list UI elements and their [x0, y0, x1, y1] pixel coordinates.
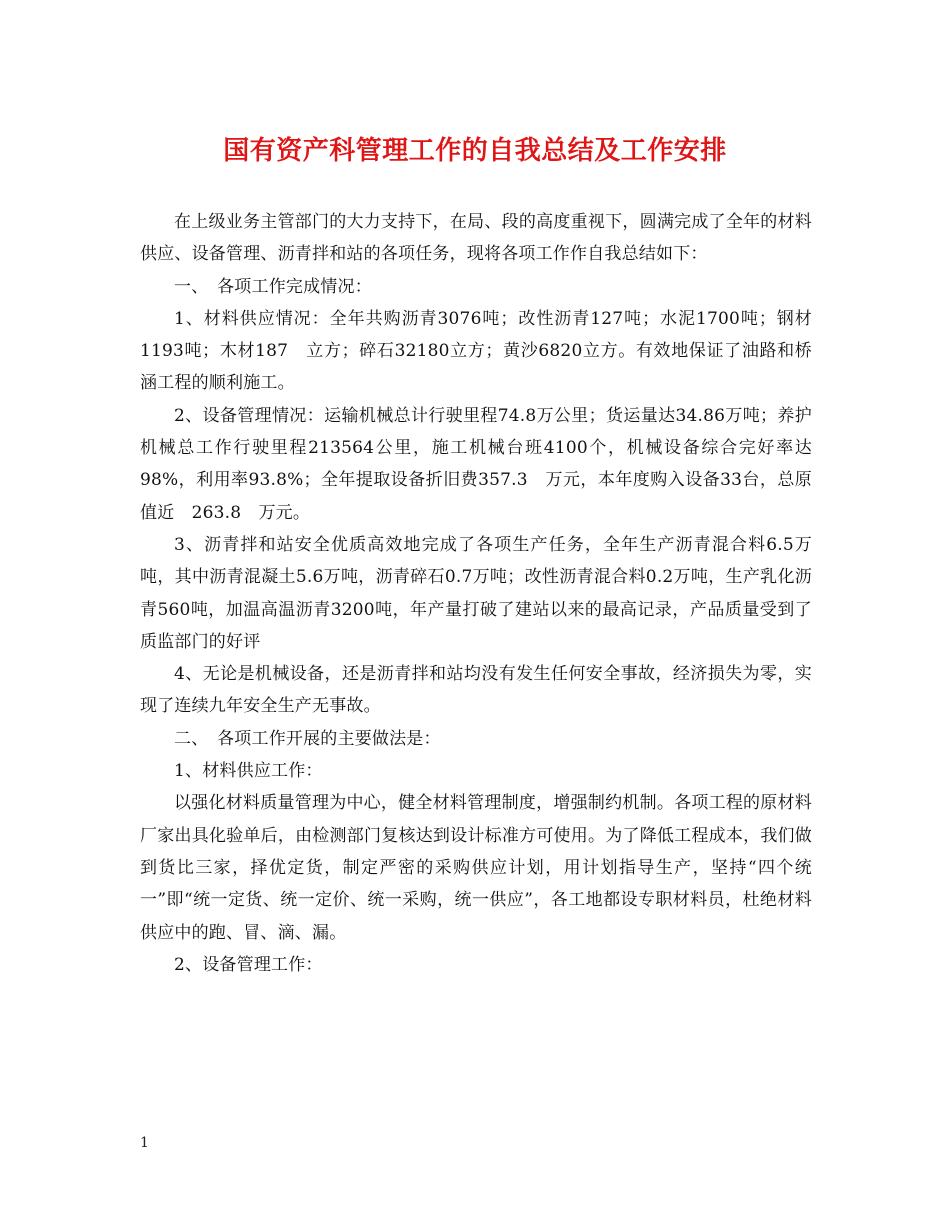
document-body	[140, 206, 812, 981]
material-practice-paragraph: 以强化材料质量管理为中心，健全材料管理制度，增强制约机制。各项工程的原材料厂家出具化验单后，由检测部门复核达到设计标准方可使用。为了降低工程成本，我们做到货比三家，择优定货，制定严密的采购供应计划，用计划指导生产，坚持“四个统一”即“统一定货、统一定价、统一采购，统一供应”，各工地都设专职材料员，杜绝材料供应中的跑、冒、滴、漏。	[140, 793, 812, 943]
page-title: 国有资产科管理工作的自我总结及工作安排	[223, 136, 727, 166]
section-heading-1: 一、 各项工作完成情况：	[174, 276, 372, 297]
intro-paragraph: 在上级业务主管部门的大力支持下，在局、段的高度重视下，圆满完成了全年的材料供应、设备管理、沥青拌和站的各项任务，现将各项工作作自我总结如下：	[140, 212, 812, 265]
asphalt-station-paragraph: 3、沥青拌和站安全优质高效地完成了各项生产任务，全年生产沥青混合料6.5万吨，其中沥青混凝土5.6万吨，沥青碎石0.7万吨；改性沥青混合料0.2万吨，生产乳化沥青560吨，加温高温沥青3200吨，年产量打破了建站以来的最高记录，产品质量受到了质监部门的好评	[140, 534, 812, 652]
subheading-material-supply: 1、材料供应工作：	[174, 761, 323, 782]
page-number: 1	[140, 1135, 149, 1151]
safety-paragraph: 4、无论是机械设备，还是沥青拌和站均没有发生任何安全事故，经济损失为零，实现了连续九年安全生产无事故。	[140, 664, 812, 717]
subheading-equipment-management: 2、设备管理工作：	[174, 954, 323, 975]
section-heading-2: 二、 各项工作开展的主要做法是：	[174, 728, 441, 749]
material-supply-paragraph: 1、材料供应情况：全年共购沥青3076吨；改性沥青127吨；水泥1700吨；钢材1193吨；木材187 立方；碎石32180立方；黄沙6820立方。有效地保证了油路和桥涵工程的顺利施工。	[140, 308, 812, 394]
equipment-management-paragraph: 2、设备管理情况：运输机械总计行驶里程74.8万公里；货运量达34.86万吨；养护机械总工作行驶里程213564公里，施工机械台班4100个，机械设备综合完好率达98%，利用率93.8%；全年提取设备折旧费357.3 万元，本年度购入设备33台，总原值近 263.8 万元。	[140, 405, 812, 523]
